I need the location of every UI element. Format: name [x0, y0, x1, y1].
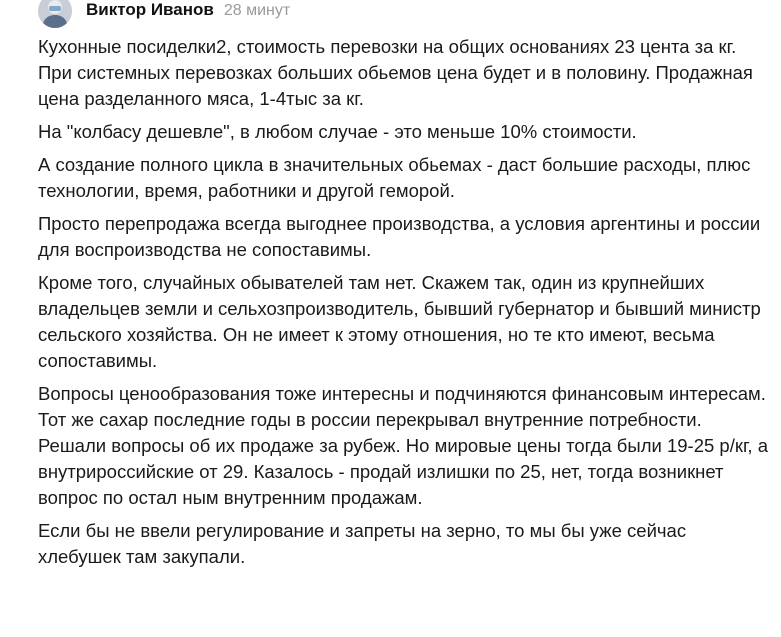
- author-avatar[interactable]: [38, 0, 72, 28]
- comment-body: [38, 34, 773, 577]
- user-avatar-icon: [38, 0, 72, 28]
- author-name[interactable]: Виктор Иванов: [86, 0, 214, 19]
- comment-header: [86, 0, 290, 24]
- comment-paragraph: А создание полного цикла в значительных обьемах - даст большие расходы, плюс технологии, время, работники и другой геморой.: [38, 154, 751, 201]
- comment-paragraph: Если бы не ввели регулирование и запреты на зерно, то мы бы уже сейчас хлебушек там закупали.: [38, 520, 687, 567]
- comment-paragraph: Просто перепродажа всегда выгоднее производства, а условия аргентины и россии для воспроизводства не сопоставимы.: [38, 213, 761, 260]
- comment-paragraph: Кроме того, случайных обывателей там нет. Скажем так, один из крупнейших владельцев земли и сельхозпроизводитель, бывший губернатор и бывший министр сельского хозяйства. Он не имеет к этому отношения, но те кто имеют, весьма сопоставимы.: [38, 272, 761, 371]
- comment-paragraph: Кухонные посиделки2, стоимость перевозки на общих основаниях 23 цента за кг. При системных перевозках больших обьемов цена будет и в половину. Продажная цена разделанного мяса, 1-4тыс за кг.: [38, 36, 753, 109]
- comment-timestamp[interactable]: 28 минут: [223, 2, 291, 19]
- comment-paragraph: Вопросы ценообразования тоже интересны и подчиняются финансовым интересам. Тот же сахар последние годы в россии перекрывал внутренние потребности. Решали вопросы об их продаже за рубеж. Но мировые цены тогда были 19-25 р/кг, а внутрироссийские от 29. Казалось - продай излишки по 25, нет, тогда возникнет вопрос по остал ным внутренним продажам.: [38, 383, 769, 508]
- comment-paragraph: На "колбасу дешевле", в любом случае - это меньше 10% стоимости.: [38, 121, 637, 142]
